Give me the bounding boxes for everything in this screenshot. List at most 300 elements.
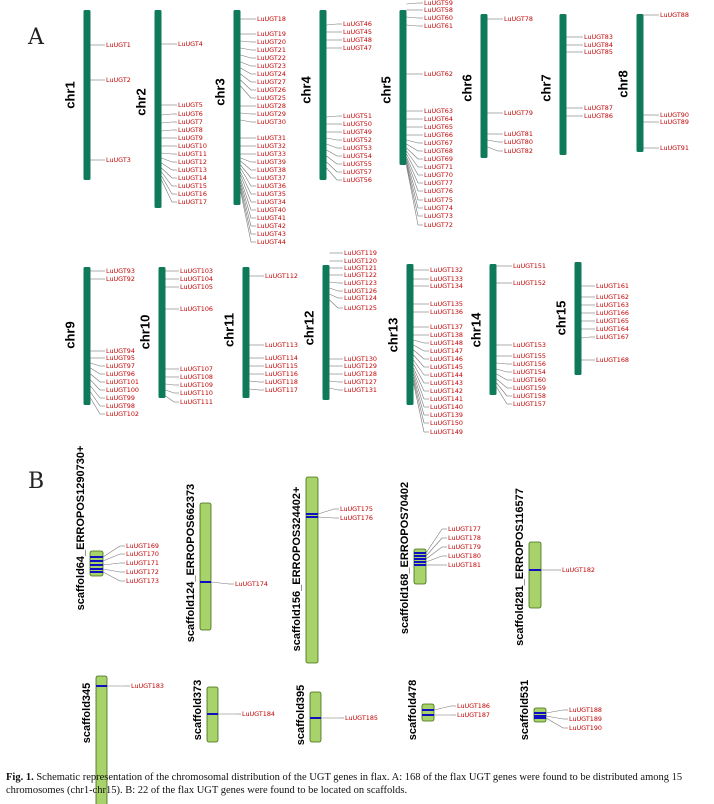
gene-label: LuUGT64 — [424, 115, 453, 124]
gene-label: LuUGT128 — [344, 370, 378, 379]
chromosome-label: chr12 — [301, 310, 317, 346]
gene-label: LuUGT144 — [430, 371, 464, 380]
gene-label: LuUGT48 — [343, 36, 372, 45]
gene-label: LuUGT166 — [596, 309, 630, 318]
gene-label: LuUGT164 — [596, 325, 630, 334]
gene-label: LuUGT73 — [424, 212, 453, 221]
scaffold-scaffold281 — [514, 488, 595, 646]
gene-connector — [162, 158, 173, 162]
gene-band — [90, 568, 103, 570]
gene-label: LuUGT126 — [344, 287, 378, 296]
gene-label: LuUGT148 — [430, 339, 464, 348]
chromosome-bar — [243, 267, 250, 398]
gene-label: LuUGT20 — [257, 38, 286, 47]
gene-label: LuUGT26 — [257, 86, 286, 95]
gene-label: LuUGT30 — [257, 118, 286, 127]
gene-label: LuUGT172 — [126, 568, 160, 577]
scaffold-scaffold168 — [399, 482, 481, 634]
gene-label: LuUGT121 — [344, 264, 378, 273]
gene-connector — [211, 582, 229, 584]
gene-connector — [166, 396, 175, 402]
gene-label: LuUGT21 — [257, 46, 286, 55]
chromosome-bar — [400, 10, 407, 165]
gene-connector — [241, 86, 252, 98]
chromosome-bar — [84, 267, 91, 405]
gene-label: LuUGT76 — [424, 187, 453, 196]
gene-label: LuUGT18 — [257, 15, 286, 24]
gene-label: LuUGT129 — [344, 362, 378, 371]
gene-connector — [488, 140, 499, 142]
gene-label: LuUGT7 — [178, 118, 203, 127]
gene-label: LuUGT175 — [340, 505, 374, 514]
gene-label: LuUGT159 — [513, 384, 547, 393]
gene-label: LuUGT140 — [430, 403, 464, 412]
gene-label: LuUGT143 — [430, 379, 464, 388]
scaffold-label: scaffold345 — [80, 682, 93, 744]
gene-label: LuUGT80 — [504, 138, 533, 147]
scaffold-label: scaffold168_ERROPOS70402 — [398, 481, 411, 635]
panel-a-label: A — [28, 25, 44, 50]
gene-label: LuUGT135 — [430, 300, 464, 309]
scaffold-scaffold478 — [407, 680, 490, 741]
gene-label: LuUGT33 — [257, 150, 286, 159]
gene-label: LuUGT1 — [106, 41, 131, 50]
gene-connector — [250, 381, 260, 382]
gene-connector — [250, 389, 260, 390]
gene-connector — [497, 363, 508, 364]
scaffold-scaffold64 — [75, 446, 159, 611]
caption-label: Fig. 1. — [6, 772, 34, 783]
gene-label: LuUGT36 — [257, 182, 286, 191]
gene-label: LuUGT167 — [596, 333, 630, 342]
gene-label: LuUGT122 — [344, 271, 378, 280]
gene-label: LuUGT8 — [178, 126, 203, 135]
gene-label: LuUGT25 — [257, 94, 286, 103]
gene-connector — [330, 294, 339, 298]
chromosome-bar — [320, 10, 327, 180]
chromosome-label: chr6 — [459, 74, 475, 102]
gene-label: LuUGT29 — [257, 110, 286, 119]
gene-connector — [91, 392, 101, 406]
gene-label: LuUGT28 — [257, 102, 286, 111]
gene-label: LuUGT60 — [424, 14, 453, 23]
gene-connector — [414, 340, 425, 343]
gene-band — [200, 581, 211, 583]
gene-band — [534, 712, 546, 714]
chromosome-bar — [234, 10, 241, 205]
gene-label: LuUGT22 — [257, 54, 286, 63]
gene-label: LuUGT114 — [265, 354, 299, 363]
gene-band — [90, 560, 103, 562]
gene-label: LuUGT119 — [344, 249, 378, 258]
gene-band — [414, 558, 426, 560]
gene-connector — [546, 716, 563, 719]
gene-label: LuUGT96 — [106, 370, 135, 379]
gene-connector — [241, 55, 252, 58]
gene-label: LuUGT49 — [343, 128, 372, 137]
gene-connector — [162, 163, 173, 170]
gene-connector — [241, 113, 252, 114]
gene-label: LuUGT55 — [343, 160, 372, 169]
gene-label: LuUGT106 — [180, 305, 214, 314]
gene-label: LuUGT118 — [265, 378, 299, 387]
gene-label: LuUGT88 — [660, 11, 689, 20]
gene-label: LuUGT165 — [596, 317, 630, 326]
gene-connector — [241, 80, 252, 90]
gene-connector — [407, 17, 419, 18]
gene-label: LuUGT156 — [513, 360, 547, 369]
gene-label: LuUGT188 — [569, 706, 603, 715]
gene-connector — [91, 374, 101, 382]
gene-label: LuUGT41 — [257, 214, 286, 223]
gene-label: LuUGT190 — [569, 724, 603, 733]
gene-label: LuUGT68 — [424, 147, 453, 156]
gene-connector — [407, 140, 419, 143]
gene-label: LuUGT17 — [178, 198, 207, 207]
gene-label: LuUGT91 — [660, 144, 689, 153]
chromosome-chr4 — [298, 10, 372, 184]
gene-label: LuUGT134 — [430, 282, 464, 291]
scaffold-bar — [200, 503, 211, 630]
gene-label: LuUGT2 — [106, 76, 131, 85]
gene-label: LuUGT27 — [257, 78, 286, 87]
gene-connector — [91, 368, 101, 374]
gene-connector — [330, 282, 339, 283]
gene-label: LuUGT40 — [257, 206, 286, 215]
gene-label: LuUGT142 — [430, 387, 464, 396]
chromosome-bar — [637, 14, 644, 152]
gene-connector — [166, 390, 175, 393]
gene-label: LuUGT77 — [424, 179, 453, 188]
gene-connector — [330, 388, 339, 390]
gene-label: LuUGT112 — [265, 272, 299, 281]
gene-connector — [162, 153, 173, 154]
gene-band — [306, 513, 318, 515]
gene-label: LuUGT74 — [424, 204, 453, 213]
gene-band — [306, 516, 318, 518]
gene-label: LuUGT14 — [178, 174, 207, 183]
gene-label: LuUGT139 — [430, 411, 464, 420]
gene-connector — [318, 517, 334, 518]
gene-label: LuUGT137 — [430, 323, 464, 332]
gene-label: LuUGT53 — [343, 144, 372, 153]
chromosome-chr2 — [133, 10, 207, 208]
gene-connector — [327, 116, 338, 117]
gene-connector — [162, 130, 173, 131]
gene-label: LuUGT9 — [178, 134, 203, 143]
gene-connector — [241, 120, 252, 122]
gene-band — [422, 714, 434, 716]
gene-label: LuUGT72 — [424, 221, 453, 230]
gene-connector — [166, 384, 175, 385]
chromosome-chr8 — [615, 11, 689, 152]
gene-connector — [162, 114, 173, 115]
gene-label: LuUGT146 — [430, 355, 464, 364]
gene-band — [414, 552, 426, 554]
scaffold-label: scaffold281_ERROPOS116577 — [513, 488, 526, 646]
chromosome-label: chr10 — [137, 314, 153, 350]
gene-connector — [407, 165, 419, 216]
gene-label: LuUGT50 — [343, 120, 372, 129]
gene-label: LuUGT109 — [180, 381, 214, 390]
gene-label: LuUGT131 — [344, 386, 378, 395]
caption-text: Schematic representation of the chromosomal distribution of the UGT genes in flax. A: 168 of the flax UGT genes were found to be distributed among 15 chromosomes (chr1-chr15). B: 22 of the flax UGT genes were found to be located on scaffolds. — [6, 772, 683, 796]
gene-connector — [414, 371, 425, 399]
gene-label: LuUGT177 — [448, 525, 482, 534]
gene-label: LuUGT157 — [513, 400, 547, 409]
gene-band — [90, 556, 103, 558]
gene-label: LuUGT182 — [562, 566, 596, 575]
gene-label: LuUGT105 — [180, 283, 214, 292]
gene-label: LuUGT101 — [106, 378, 140, 387]
chromosome-label: chr3 — [212, 78, 228, 106]
chromosome-label: chr14 — [468, 312, 484, 348]
gene-connector — [327, 24, 338, 25]
chromosome-bar — [490, 264, 497, 395]
gene-label: LuUGT35 — [257, 190, 286, 199]
gene-label: LuUGT85 — [584, 48, 613, 57]
gene-connector — [91, 380, 101, 390]
gene-label: LuUGT51 — [343, 112, 372, 121]
gene-label: LuUGT174 — [235, 580, 269, 589]
gene-label: LuUGT83 — [584, 33, 613, 42]
gene-label: LuUGT87 — [584, 104, 613, 113]
chromosome-chr5 — [378, 0, 453, 229]
gene-connector — [488, 147, 499, 151]
gene-label: LuUGT183 — [131, 682, 165, 691]
gene-label: LuUGT186 — [457, 702, 491, 711]
chromosome-chr11 — [221, 267, 298, 398]
gene-label: LuUGT162 — [596, 293, 630, 302]
gene-band — [414, 564, 426, 566]
gene-label: LuUGT99 — [106, 394, 135, 403]
chromosome-chr1 — [62, 10, 130, 180]
gene-connector — [414, 360, 425, 375]
gene-label: LuUGT163 — [596, 301, 630, 310]
chromosome-chr7 — [538, 14, 613, 155]
gene-connector — [497, 379, 508, 388]
gene-label: LuUGT93 — [106, 267, 135, 276]
gene-connector — [330, 381, 339, 382]
gene-label: LuUGT81 — [504, 130, 533, 139]
chromosome-bar — [159, 267, 166, 398]
gene-label: LuUGT44 — [257, 238, 286, 247]
gene-label: LuUGT62 — [424, 70, 453, 79]
scaffold-scaffold156 — [291, 477, 373, 663]
gene-connector — [91, 398, 101, 414]
gene-label: LuUGT39 — [257, 158, 286, 167]
gene-band — [310, 717, 321, 719]
gene-label: LuUGT79 — [504, 109, 533, 118]
gene-label: LuUGT92 — [106, 275, 135, 284]
chromosome-label: chr11 — [221, 313, 237, 347]
gene-label: LuUGT4 — [178, 40, 203, 49]
gene-label: LuUGT149 — [430, 428, 464, 437]
gene-connector — [241, 41, 252, 42]
chromosome-label: chr15 — [553, 300, 569, 336]
gene-label: LuUGT181 — [448, 561, 482, 570]
gene-label: LuUGT52 — [343, 136, 372, 145]
gene-label: LuUGT178 — [448, 534, 482, 543]
gene-label: LuUGT61 — [424, 22, 453, 31]
chromosome-bar — [155, 10, 162, 208]
gene-label: LuUGT70 — [424, 171, 453, 180]
gene-label: LuUGT136 — [430, 308, 464, 317]
gene-label: LuUGT24 — [257, 70, 286, 79]
gene-connector — [103, 563, 120, 565]
gene-label: LuUGT56 — [343, 176, 372, 185]
chromosome-bar — [323, 265, 330, 400]
gene-label: LuUGT145 — [430, 363, 464, 372]
scaffold-bar — [306, 477, 318, 663]
gene-connector — [327, 144, 338, 148]
scaffold-label: scaffold395 — [294, 684, 307, 746]
scaffold-label: scaffold478 — [406, 679, 419, 741]
gene-connector — [91, 386, 101, 398]
gene-label: LuUGT141 — [430, 395, 464, 404]
gene-label: LuUGT38 — [257, 166, 286, 175]
gene-connector — [318, 509, 334, 514]
gene-label: LuUGT65 — [424, 123, 453, 132]
gene-connector — [327, 168, 338, 180]
figure-caption — [6, 771, 710, 797]
gene-connector — [241, 48, 252, 50]
gene-connector — [103, 569, 120, 572]
gene-label: LuUGT103 — [180, 267, 214, 276]
gene-label: LuUGT43 — [257, 230, 286, 239]
gene-connector — [91, 363, 101, 366]
scaffold-label: scaffold531 — [518, 679, 531, 741]
chromosome-chr13 — [385, 264, 463, 436]
gene-label: LuUGT23 — [257, 62, 286, 71]
gene-label: LuUGT130 — [344, 355, 378, 364]
gene-label: LuUGT75 — [424, 196, 453, 205]
gene-label: LuUGT173 — [126, 577, 160, 586]
gene-connector — [327, 162, 338, 172]
gene-label: LuUGT45 — [343, 28, 372, 37]
gene-label: LuUGT151 — [513, 262, 547, 271]
chromosome-label: chr9 — [62, 321, 78, 349]
chromosome-chr3 — [212, 10, 286, 246]
gene-connector — [414, 350, 425, 359]
gene-label: LuUGT3 — [106, 156, 131, 165]
scaffold-scaffold531 — [519, 680, 602, 741]
gene-label: LuUGT161 — [596, 282, 630, 291]
chromosome-chr15 — [553, 262, 629, 375]
gene-label: LuUGT42 — [257, 222, 286, 231]
gene-label: LuUGT127 — [344, 378, 378, 387]
gene-connector — [330, 300, 339, 308]
gene-label: LuUGT154 — [513, 368, 547, 377]
gene-connector — [407, 25, 419, 26]
gene-connector — [497, 369, 508, 372]
chromosome-chr10 — [137, 267, 213, 406]
gene-label: LuUGT115 — [265, 362, 299, 371]
chromosome-label: chr7 — [538, 74, 554, 102]
chromosome-bar — [575, 262, 582, 375]
scaffold-label: scaffold373 — [191, 679, 204, 741]
gene-connector — [241, 68, 252, 74]
gene-band — [534, 717, 546, 719]
gene-label: LuUGT15 — [178, 182, 207, 191]
gene-label: LuUGT58 — [424, 6, 453, 15]
gene-label: LuUGT11 — [178, 150, 207, 159]
gene-connector — [103, 572, 120, 581]
scaffold-panel — [75, 446, 602, 804]
gene-label: LuUGT82 — [504, 147, 533, 156]
chromosome-bar — [407, 264, 414, 405]
gene-label: LuUGT31 — [257, 134, 286, 143]
gene-label: LuUGT180 — [448, 552, 482, 561]
scaffold-scaffold124 — [185, 484, 268, 642]
gene-connector — [241, 165, 252, 178]
chromosome-label: chr1 — [62, 81, 78, 109]
gene-label: LuUGT170 — [126, 550, 160, 559]
gene-connector — [327, 156, 338, 164]
scaffold-bar — [414, 549, 426, 584]
gene-band — [90, 571, 103, 573]
gene-label: LuUGT125 — [344, 304, 378, 313]
gene-label: LuUGT37 — [257, 174, 286, 183]
gene-label: LuUGT57 — [343, 168, 372, 177]
gene-band — [414, 555, 426, 557]
gene-label: LuUGT124 — [344, 294, 378, 303]
gene-connector — [330, 288, 339, 291]
gene-label: LuUGT47 — [343, 44, 372, 53]
gene-label: LuUGT84 — [584, 41, 613, 50]
gene-label: LuUGT132 — [430, 266, 464, 275]
gene-label: LuUGT89 — [660, 118, 689, 127]
chromosome-panel — [62, 0, 689, 436]
gene-label: LuUGT153 — [513, 341, 547, 350]
scaffold-bar — [422, 704, 434, 721]
gene-label: LuUGT169 — [126, 542, 160, 551]
gene-label: LuUGT160 — [513, 376, 547, 385]
gene-label: LuUGT86 — [584, 112, 613, 121]
gene-label: LuUGT94 — [106, 347, 135, 356]
gene-connector — [546, 710, 563, 713]
gene-label: LuUGT158 — [513, 392, 547, 401]
gene-connector — [414, 377, 425, 415]
gene-connector — [497, 374, 508, 380]
gene-connector — [414, 355, 425, 367]
gene-label: LuUGT179 — [448, 543, 482, 552]
chromosome-label: chr8 — [615, 70, 631, 98]
gene-label: LuUGT113 — [265, 341, 299, 350]
gene-label: LuUGT67 — [424, 139, 453, 148]
gene-connector — [327, 138, 338, 140]
chromosome-label: chr4 — [298, 76, 314, 104]
chromosome-label: chr2 — [133, 88, 149, 116]
gene-label: LuUGT71 — [424, 163, 453, 172]
gene-label: LuUGT155 — [513, 352, 547, 361]
gene-label: LuUGT10 — [178, 142, 207, 151]
gene-label: LuUGT6 — [178, 110, 203, 119]
gene-connector — [414, 345, 425, 351]
chromosome-label: chr5 — [378, 76, 394, 104]
gene-label: LuUGT63 — [424, 107, 453, 116]
chromosome-label: chr13 — [385, 317, 401, 353]
gene-band — [529, 569, 541, 571]
gene-band — [534, 715, 546, 717]
gene-label: LuUGT19 — [257, 30, 286, 39]
gene-label: LuUGT97 — [106, 362, 135, 371]
gene-label: LuUGT176 — [340, 514, 374, 523]
gene-connector — [582, 337, 591, 338]
gene-label: LuUGT185 — [345, 714, 379, 723]
scaffold-label: scaffold64_ERROPOS1290730+ — [74, 445, 87, 611]
gene-label: LuUGT66 — [424, 131, 453, 140]
